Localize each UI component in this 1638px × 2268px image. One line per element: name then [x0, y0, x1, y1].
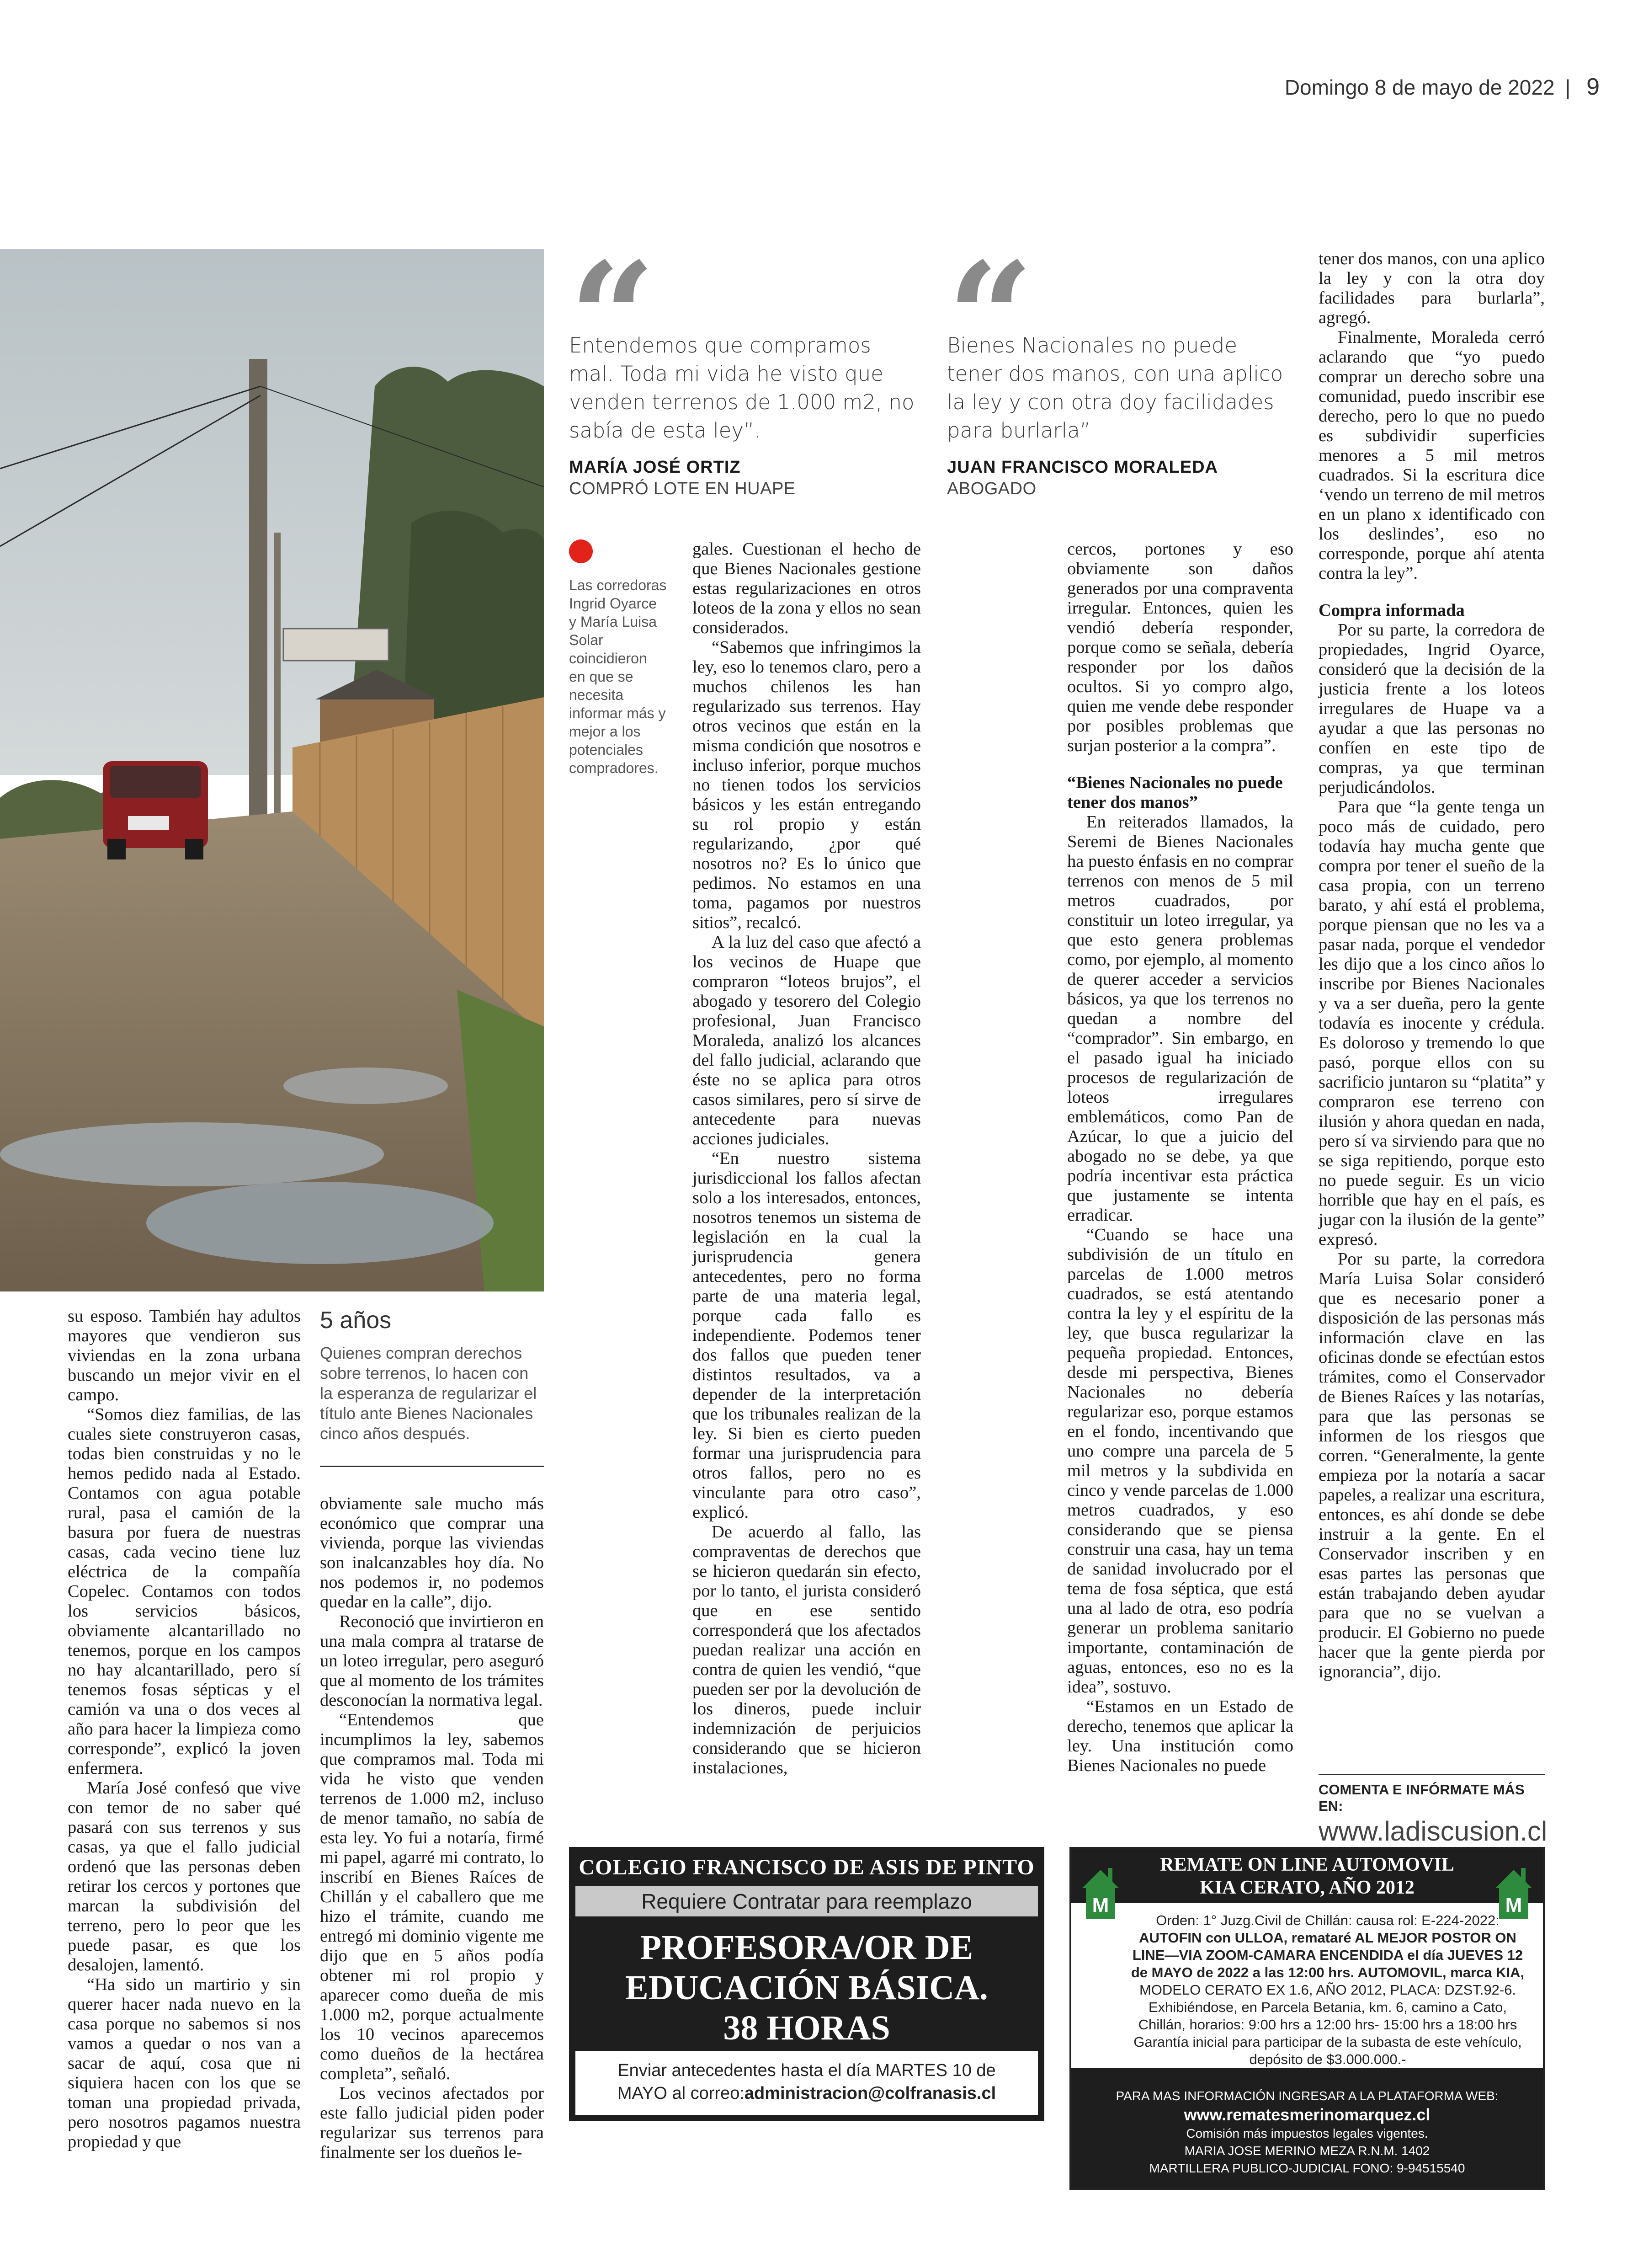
paragraph: gales. Cuestionan el hecho de que Bienes Nacionales gestione estas regularizaciones en otros loteos de la zona y ellos no sean considerados. — [692, 539, 921, 637]
ad-auction-footer — [1071, 2068, 1543, 2188]
paragraph: Por su parte, la corredora de propiedades, Ingrid Oyarce, consideró que la decisión de la justicia frente a los loteos irregulares de Huape va a ayudar a que las personas no confíen en este tipo de compras, ya que terminan perjudicándolos. — [1319, 620, 1545, 797]
house-logo-icon — [1080, 1856, 1122, 1943]
footer-promo — [1319, 1774, 1548, 1847]
ad-headline-line: EDUCACIÓN BÁSICA. — [625, 1969, 988, 2007]
paragraph: “En nuestro sistema jurisdiccional los fallos afectan solo a los interesados, entonces, nosotros tenemos un sistema de legislación en la cual la jurisprudencia genera antecedentes, pero no forma parte de una materia legal, porque cada fallo es independiente. Podemos tener dos fallos que pueden tener distintos resultados, va a depender de la interpretación que los tribunales realizan de la ley. Si bien es cierto pueden formar una jurisprudencia para otros fallos, pero no es vinculante para otro caso”, explicó. — [692, 1149, 921, 1522]
article-column-1 — [68, 1307, 301, 2152]
page-header — [1143, 73, 1600, 110]
paragraph: “Sabemos que infringimos la ley, eso lo tenemos claro, pero a muchos chilenos les han regularizado sus terrenos. Hay otros vecinos que están en la misma condición que nosotros e incluso inferior, porque muchos no tienen todos los servicios básicos y les están entregando su rol propio y están regularizando, ¿por qué nosotros no? Es lo único que pedimos. No estamos en una toma, pagamos por nuestros sitios”, recalcó. — [692, 638, 921, 932]
header-date: Domingo 8 de mayo de 2022 — [1284, 75, 1555, 99]
auction-body-line: Garantía inicial para participar de la subasta de este vehículo, — [1133, 2034, 1522, 2050]
article-column-4 — [1067, 539, 1293, 1776]
paragraph: En reiterados llamados, la Seremi de Bienes Nacionales ha puesto énfasis en no comprar terrenos con menos de 5 mil metros cuadrados, por constituir un loteo irregular, ya que esto genera problemas como, por ejemplo, al momento de querer acceder a servicios básicos, ya que los terrenos no quedan a nombre del “comprador”. Sin embargo, en el pasado igual ha iniciado procesos de regularización de loteos irregulares emblemáticos, como Pan de Azúcar, lo que a juicio del abogado no se debe, ya que podría incentivar esta práctica que justamente se intenta erradicar. — [1067, 812, 1293, 1225]
article-column-2 — [320, 1494, 544, 2162]
auction-body-line: depósito de $3.000.000.- — [1249, 2051, 1406, 2067]
auction-title-line: REMATE ON LINE AUTOMOVIL — [1160, 1854, 1454, 1875]
caption-dot-icon — [569, 539, 593, 563]
auction-body-line: AUTOFIN con ULLOA, remataré AL MEJOR POSTOR ON — [1139, 1930, 1516, 1946]
auction-footer-line: MARIA JOSE MERINO MEZA R.N.M. 1402 — [1184, 2144, 1430, 2158]
paragraph: A la luz del caso que afectó a los vecinos de Huape que compraron “loteos brujos”, el abogado y tesorero del Colegio profesional, Juan Francisco Moraleda, analizó los alcances del fallo judicial, aclarando que éste no se aplica para otros casos similares, pero sí sirve de antecedente para nuevas acciones judiciales. — [692, 933, 921, 1148]
paragraph: Reconoció que invirtieron en una mala compra al tratarse de un loteo irregular, pero aseguró que al momento de los trámites desconocían la normativa legal. — [320, 1612, 544, 1710]
ad-footer-email[interactable]: administracion@colfranasis.cl — [744, 2084, 996, 2103]
caption-text: Las corredoras Ingrid Oyarce y María Luisa Solar coincidieron en que se necesita informar más y mejor a los potenciales compradores. — [569, 577, 667, 776]
quote-author-role: ABOGADO — [947, 479, 1037, 498]
ad-school-title: COLEGIO FRANCISCO DE ASIS DE PINTO — [579, 1855, 1035, 1879]
quote-text: Entendemos que compramos mal. Toda mi vida he visto que venden terrenos de 1.000 m2, no sabía de esta ley”. — [569, 333, 915, 443]
ad-footer-line: Enviar antecedentes hasta el día MARTES 10 de — [617, 2061, 996, 2080]
ad-school-footer — [575, 2051, 1038, 2115]
paragraph: “Ha sido un martirio y sin querer hacer nada nuevo en la casa porque no sabemos si nos vamos a quedar o nos van a sacar de aquí, cosa que ni siquiera hacen con los que se toman una propiedad privada, pero nosotros pagamos nuestra propiedad y que — [68, 1975, 301, 2151]
auction-footer-line: MARTILLERA PUBLICO-JUDICIAL FONO: 9-94515540 — [1149, 2161, 1465, 2175]
sidebar-divider — [320, 1466, 544, 1467]
logo-letter: M — [1505, 1894, 1522, 1916]
auction-footer-line: Comisión más impuestos legales vigentes. — [1186, 2126, 1428, 2140]
section-heading: “Bienes Nacionales no puede tener dos manos” — [1067, 773, 1283, 812]
article-column-5 — [1319, 249, 1545, 1682]
ad-auction — [1069, 1847, 1545, 2190]
paragraph: cercos, portones y eso obviamente son daños generados por una compraventa irregular. Entonces, quien les vendió debería responder, porque como se señala, debería responder por los daños ocultos. Si yo compro algo, quien me vende debe responder por posibles problemas que surjan posterior a la compra”. — [1067, 539, 1293, 755]
article-column-3 — [692, 539, 921, 1778]
auction-body-line: Orden: 1° Juzg.Civil de Chillán: causa rol: E-224-2022: — [1156, 1912, 1500, 1928]
quote-author: JUAN FRANCISCO MORALEDA — [947, 458, 1218, 477]
paragraph: “Somos diez familias, de las cuales siete construyeron casas, todas bien construidas y no le hemos pedido nada al Estado. Contamos con agua potable rural, pasa el camión de la basura por fuera de nuestras casas, cada vecino tiene luz eléctrica de la compañía Copelec. Contamos con todos los servicios básicos, obviamente alcantarillado no tenemos, porque en los campos no hay alcantarillado, pero sí tenemos fosas sépticas y el camión va una o dos veces al año para hacer la limpieza como corresponde”, explicó la joven enfermera. — [68, 1405, 301, 1778]
auction-body-line: Chillán, horarios: 9:00 hrs a 12:00 hrs- 15:00 hrs a 18:00 hrs — [1138, 2017, 1517, 2033]
quote-author-role: COMPRÓ LOTE EN HUAPE — [569, 479, 796, 498]
paragraph: obviamente sale mucho más económico que comprar una vivienda, porque las viviendas son inalcanzables hoy día. No nos podemos ir, no podemos quedar en la calle”, dijo. — [320, 1494, 544, 1612]
promo-divider — [1319, 1774, 1545, 1775]
ad-footer-prefix: MAYO al correo: — [617, 2084, 745, 2103]
paragraph: María José confesó que vive con temor de no saber qué pasará con sus terrenos y sus casas, ya que el fallo judicial ordenó que las personas deben retirar los cercos y portones que marcan la subdivisión del terreno, pero lo peor que les puede pasar, es que los desalojen, lamentó. — [68, 1778, 301, 1974]
paragraph: tener dos manos, con una aplico la ley y con la otra doy facilidades para burlarla”, agregó. — [1319, 249, 1545, 327]
quote-mark-icon: “ — [947, 229, 1034, 406]
header-separator: | — [1565, 75, 1571, 99]
auction-body-line: Exhibiéndose, en Parcela Betania, km. 6, camino a Cato, — [1148, 1999, 1507, 2015]
paragraph: Finalmente, Moraleda cerró aclarando que “yo puedo comprar un derecho sobre una comunidad, puedo inscribir ese derecho, pero lo que no puedo es subdividir superficies menores a 5 mil metros cuadrados. Si la escritura dice ‘vendo un terreno de mil metros en un plano x identificado con los deslindes’, eso no corresponde, porque ahí atenta contra la ley”. — [1319, 328, 1545, 583]
auction-title-line: KIA CERATO, AÑO 2012 — [1200, 1877, 1415, 1898]
pull-quote-left — [569, 229, 916, 499]
sidebar-box — [320, 1307, 544, 1467]
paragraph: su esposo. También hay adultos mayores que vendieron sus viviendas en la zona urbana buscando un mejor vivir en el campo. — [68, 1307, 301, 1404]
auction-body-line: MODELO CERATO EX 1.6, AÑO 2012, PLACA: DZST.92-6. — [1139, 1982, 1516, 1998]
quote-text: Bienes Nacionales no puede tener dos manos, con una aplico la ley y con otra doy facilidades para burlarla” — [947, 333, 1283, 443]
paragraph: De acuerdo al fallo, las compraventas de derechos que se hicieron quedarán sin efecto, por lo tanto, el jurista consideró que en ese sentido corresponderá que los afectados puedan realizar una acción en contra de quien les vendió, “que pueden ser por la devolución de los dineros, puede incluir indemnización de perjuicios considerando que se hicieron instalaciones, — [692, 1522, 921, 1777]
auction-logo-left — [1080, 1856, 1122, 1943]
logo-letter: M — [1092, 1894, 1109, 1916]
paragraph: “Cuando se hace una subdivisión de un título en parcelas de 1.000 metros cuadrados, se está atentando contra la ley y el espíritu de la ley, que busca regularizar la pequeña propiedad. Entonces, desde mi perspectiva, Bienes Nacionales no debería regularizar eso, porque estamos en el fondo, incentivando que uno compre una parcela de 5 mil metros y la subdivida en cinco y vende parcelas de 1.000 metros cuadrados, y eso considerando que se piensa construir una casa, hay un tema de sanidad involucrado por el tema de fosa séptica, que está una al lado de otra, eso podría generar un problema sanitario importante, contaminación de aguas, entonces, eso no es la idea”, sostuvo. — [1067, 1225, 1293, 1697]
ad-school-subtitle: Requiere Contratar para reemplazo — [575, 1886, 1038, 1916]
rural-road-photo — [0, 249, 544, 1291]
quote-mark-icon: “ — [569, 229, 656, 406]
ad-auction-title — [1131, 1853, 1484, 1899]
auction-body-line: de MAYO de 2022 a las 12:00 hrs. AUTOMOVIL, marca KIA, — [1131, 1964, 1525, 1980]
quote-author: MARÍA JOSÉ ORTIZ — [569, 458, 741, 477]
auction-body-line: LINE—VIA ZOOM-CAMARA ENCENDIDA el día JUEVES 12 — [1132, 1947, 1523, 1963]
ad-footer-line — [575, 2082, 1038, 2105]
auction-footer-url[interactable]: www.rematesmerinomarquez.cl — [1184, 2105, 1431, 2124]
paragraph: “Estamos en un Estado de derecho, tenemos que aplicar la ley. Una institución como Bienes Nacionales no puede — [1067, 1697, 1293, 1775]
ad-school — [569, 1847, 1044, 2121]
promo-url[interactable]: www.ladiscusion.cl — [1319, 1816, 1548, 1846]
sidebar-title: 5 años — [320, 1307, 392, 1334]
ad-auction-body — [1126, 1912, 1529, 2068]
pull-quote-right — [947, 229, 1294, 499]
sidebar-text: Quienes compran derechos sobre terrenos, lo hacen con la esperanza de regularizar el título ante Bienes Nacionales cinco años después. — [320, 1344, 537, 1443]
photo-caption — [569, 539, 667, 777]
section-heading: Compra informada — [1319, 601, 1465, 620]
paragraph: Por su parte, la corredora María Luisa Solar consideró que es necesario poner a disposición de las personas más información clave en las oficinas donde se efectúan estos trámites, como el Conservador de Bienes Raíces y las notarías, para que las personas se informen de los riesgos que corren. “Generalmente, la gente empieza por la notaría a sacar papeles, a realizar una escritura, entonces, es ahí donde se debe instruir a la gente. En el Conservador inscriben y en esas partes las personas que están trabajando deben ayudar para que no se vuelvan a producir. El Gobierno no puede hacer que la gente pierda por ignorancia”, dijo. — [1319, 1249, 1545, 1681]
paragraph: “Entendemos que incumplimos la ley, sabemos que compramos mal. Toda mi vida he visto que venden terrenos de 1.000 m2, incluso de menor tamaño, no sabía de esta ley. Yo fui a notaría, firmé mi papel, agarré mi contrato, lo inscribí en Bienes Raíces de Chillán y el caballero que me hizo el trámite, cuando me entregó mi dominio vigente me dijo que en 5 años podía obtener mi rol propio y aparecer como dueña de mis 1.000 m2, porque actualmente los 10 vecinos aparecemos como dueños de la hectárea completa”, señaló. — [320, 1710, 544, 2083]
ad-school-headline — [575, 1927, 1038, 2048]
article-photo — [0, 249, 544, 1291]
page-number: 9 — [1586, 74, 1600, 100]
promo-label: COMENTA E INFÓRMATE MÁS EN: — [1319, 1782, 1525, 1814]
paragraph: Para que “la gente tenga un poco más de cuidado, pero todavía hay mucha gente que compra por tener el sueño de la casa propia, con un terreno barato, y ahí está el problema, porque piensan que no les va a pasar nada, porque el vendedor les dijo que a los cinco años lo inscribe por Bienes Nacionales y va a ser dueña, pero la gente todavía es inocente y crédula. Es doloroso y tremendo lo que pasó, porque ellos con su sacrificio juntaron su “platita” y compraron ese terreno con ilusión y ahora quedan en nada, pero sí va sirviendo para que no se siga repitiendo, porque esto no puede seguir. Es un vicio horrible que hay en el país, es jugar con la ilusión de la gente” expresó. — [1319, 797, 1545, 1249]
paragraph: Los vecinos afectados por este fallo judicial piden poder regularizar sus terrenos para finalmente ser los dueños le- — [320, 2084, 544, 2162]
auction-footer-line: PARA MAS INFORMACIÓN INGRESAR A LA PLATAFORMA WEB: — [1116, 2089, 1499, 2103]
ad-headline-line: PROFESORA/OR DE — [640, 1928, 973, 1967]
ad-headline-line: 38 HORAS — [723, 2009, 890, 2047]
